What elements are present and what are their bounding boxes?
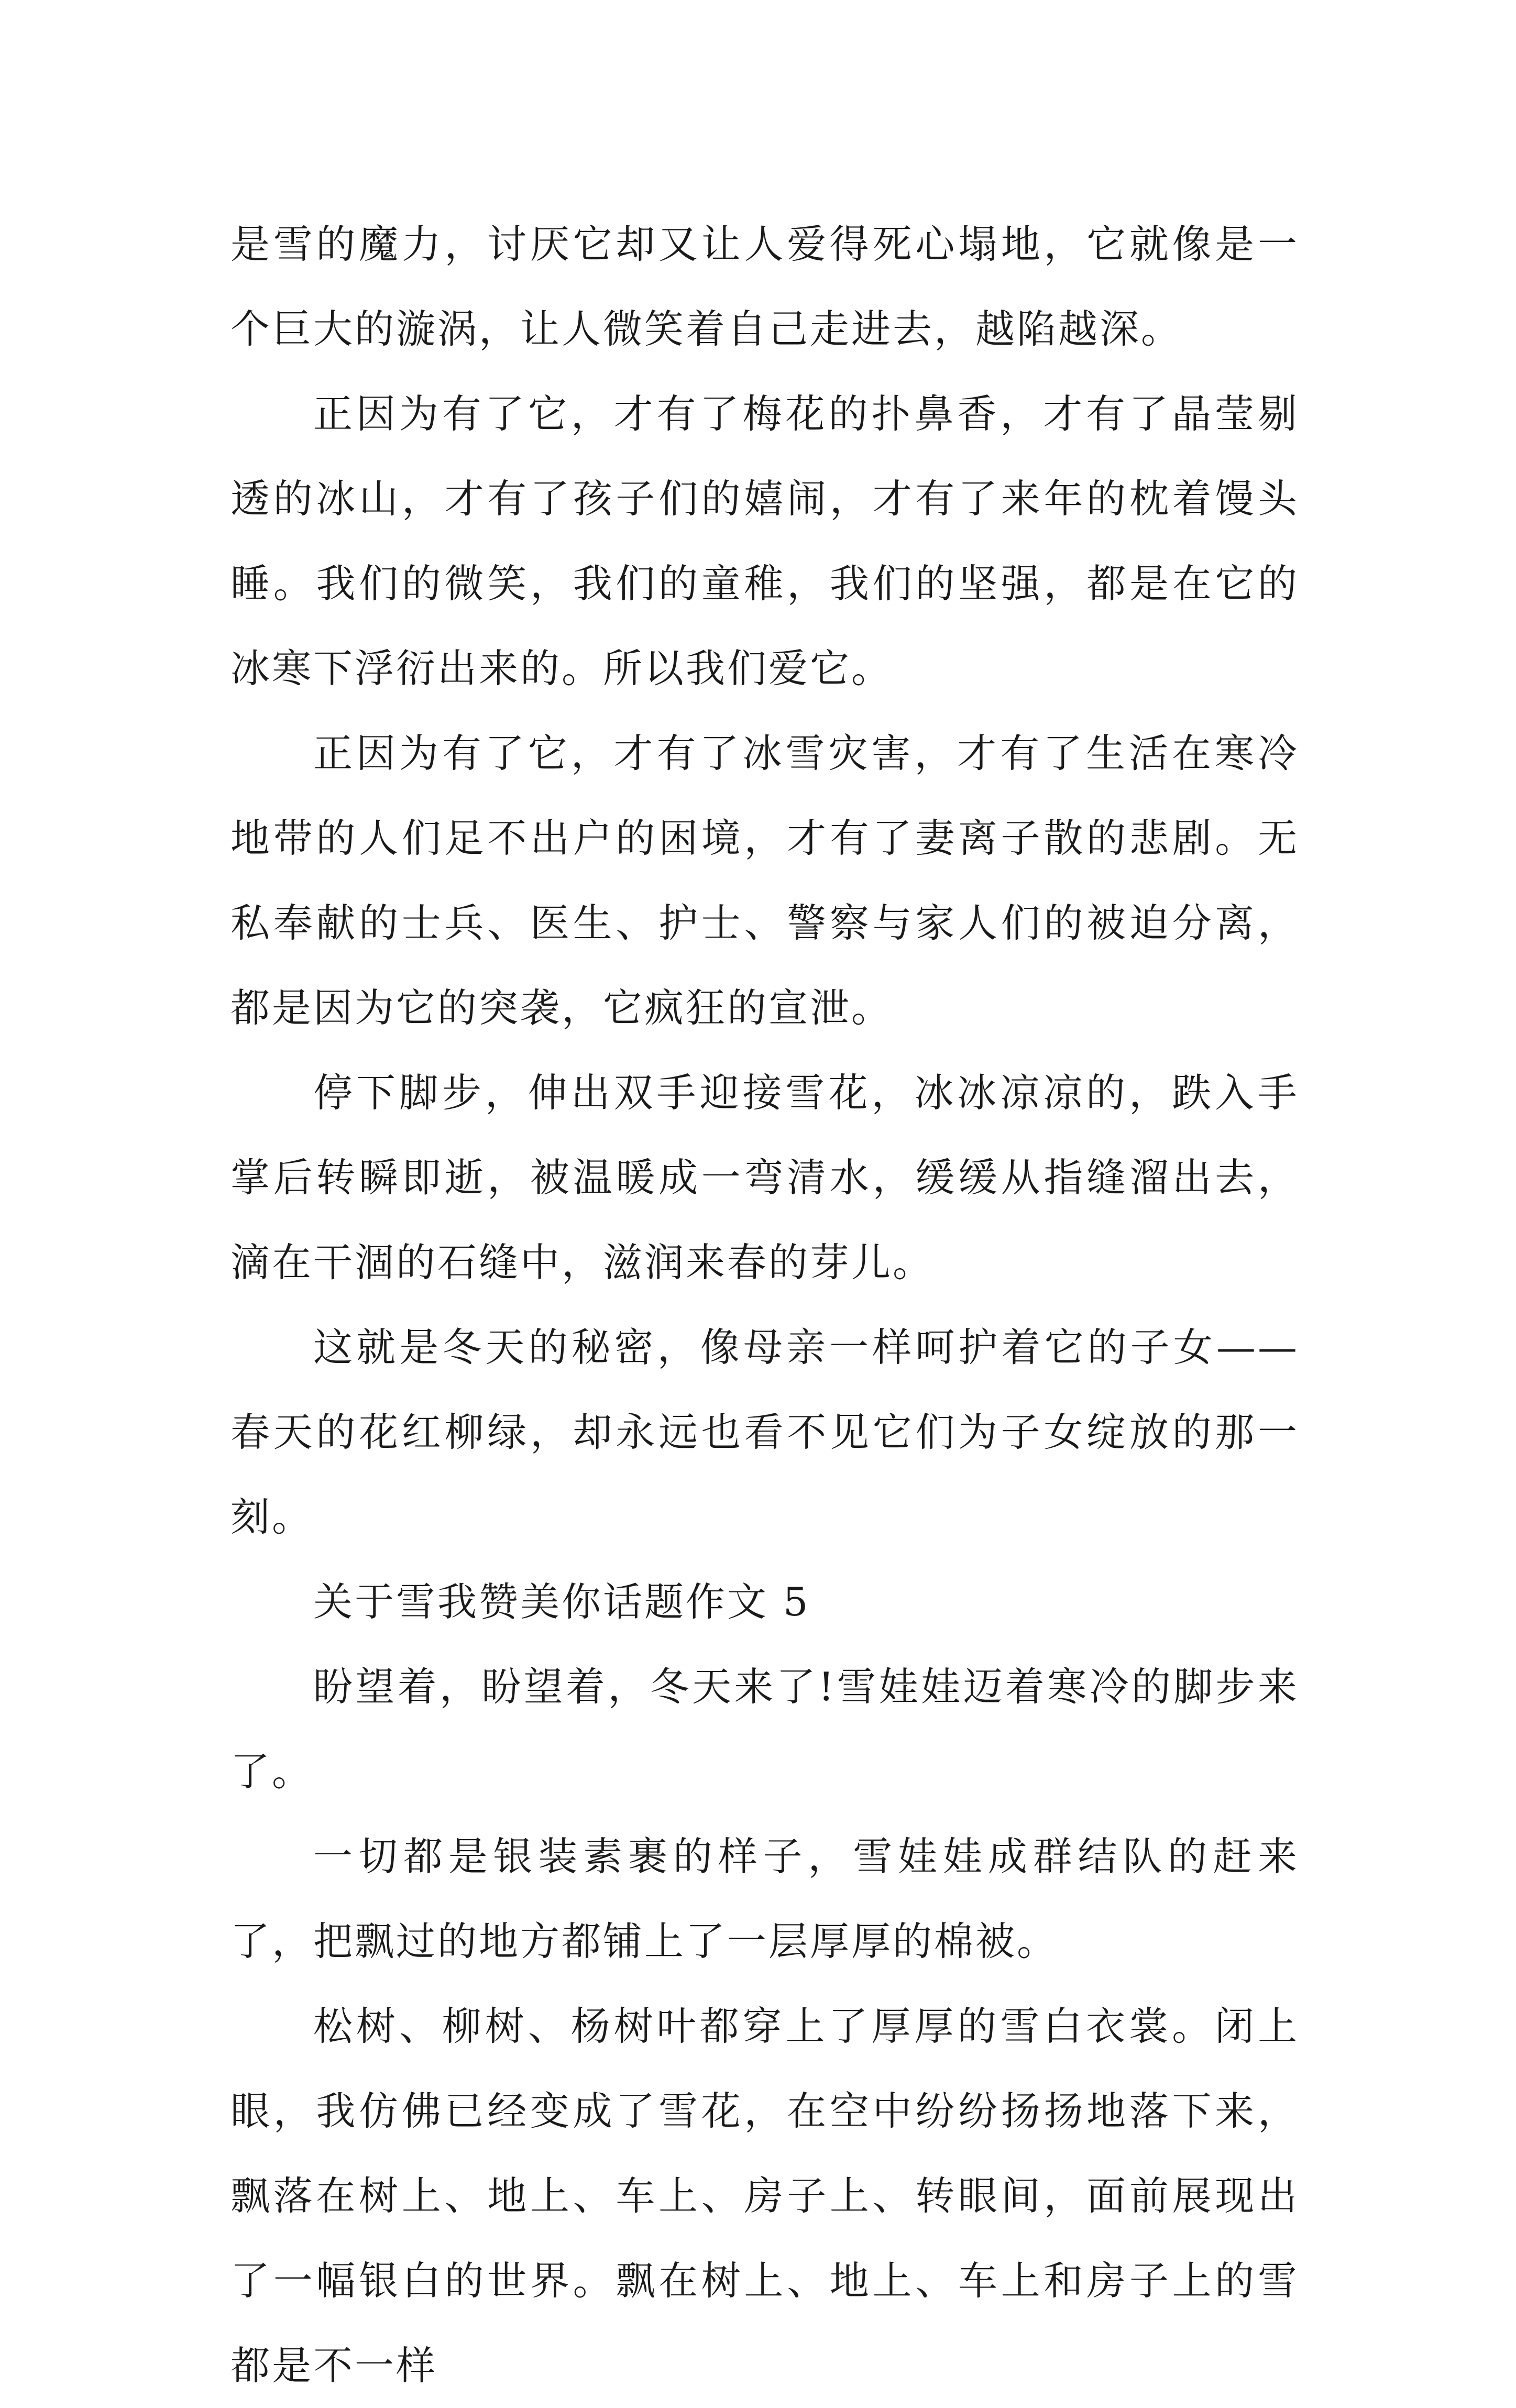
document-body: [230, 202, 1299, 2408]
paragraph-1: 是雪的魔力，讨厌它却又让人爱得死心塌地，它就像是一个巨大的漩涡，让人微笑着自己走进去，越陷越深。: [230, 221, 1299, 352]
paragraph-3: 正因为有了它，才有了冰雪灾害，才有了生活在寒冷地带的人们足不出户的困境，才有了妻离子散的悲剧。无私奉献的士兵、医生、护士、警察与家人们的被迫分离，都是因为它的突袭，它疯狂的宣泄。: [230, 730, 1299, 1031]
paragraph-6: 盼望着，盼望着，冬天来了!雪娃娃迈着寒冷的脚步来了。: [230, 1664, 1299, 1795]
paragraph-5: 这就是冬天的秘密，像母亲一样呵护着它的子女——春天的花红柳绿，却永远也看不见它们为子女绽放的那一刻。: [230, 1324, 1299, 1540]
section-heading: 关于雪我赞美你话题作文 5: [313, 1579, 810, 1625]
paragraph-4: 停下脚步，伸出双手迎接雪花，冰冰凉凉的，跌入手掌后转瞬即逝，被温暖成一弯清水，缓缓从指缝溜出去，滴在干涸的石缝中，滋润来春的芽儿。: [230, 1070, 1299, 1285]
paragraph-7: 一切都是银装素裹的样子，雪娃娃成群结队的赶来了，把飘过的地方都铺上了一层厚厚的棉被。: [230, 1833, 1299, 1964]
paragraph-2: 正因为有了它，才有了梅花的扑鼻香，才有了晶莹剔透的冰山，才有了孩子们的嬉闹，才有了来年的枕着馒头睡。我们的微笑，我们的童稚，我们的坚强，都是在它的冰寒下浮衍出来的。所以我们爱它。: [230, 391, 1299, 691]
paragraph-8: 松树、柳树、杨树叶都穿上了厚厚的雪白衣裳。闭上眼，我仿佛已经变成了雪花，在空中纷纷扬扬地落下来，飘落在树上、地上、车上、房子上、转眼间，面前展现出了一幅银白的世界。飘在树上、地上、车上和房子上的雪都是不一样: [230, 2003, 1299, 2389]
